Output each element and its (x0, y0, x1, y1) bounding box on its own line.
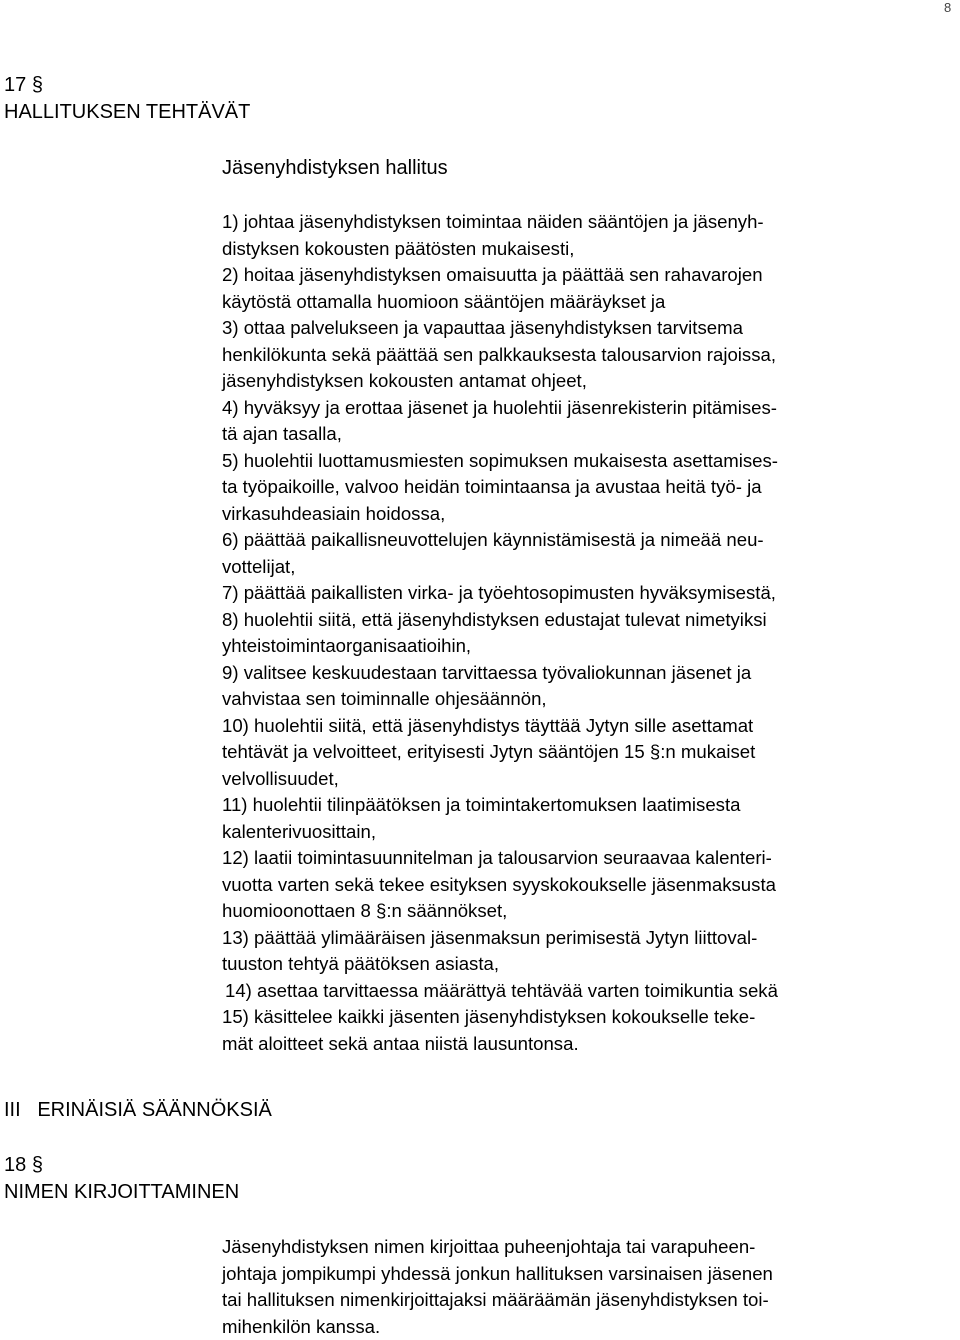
paragraph-line: tai hallituksen nimenkirjoittajaksi määräämän jäsenyhdistyksen toi- (222, 1287, 773, 1314)
list-line: 15) käsittelee kaikki jäsenten jäsenyhdistyksen kokoukselle teke- (222, 1004, 778, 1031)
list-line: 14) asettaa tarvittaessa määrättyä tehtävää varten toimikuntia sekä (222, 978, 778, 1005)
list-line: vuotta varten sekä tekee esityksen syyskokoukselle jäsenmaksusta (222, 872, 778, 899)
subheading-board: Jäsenyhdistyksen hallitus (222, 157, 448, 180)
board-duties-list (222, 209, 778, 1057)
chapter-numeral: III (4, 1099, 21, 1121)
list-line: 9) valitsee keskuudestaan tarvittaessa työvaliokunnan jäsenet ja (222, 660, 778, 687)
list-line: vahvistaa sen toiminnalle ohjesäännön, (222, 686, 778, 713)
list-line: 6) päättää paikallisneuvottelujen käynnistämisestä ja nimeää neu- (222, 527, 778, 554)
list-line: 3) ottaa palvelukseen ja vapauttaa jäsenyhdistyksen tarvitsema (222, 315, 778, 342)
paragraph-line: mihenkilön kanssa. (222, 1314, 773, 1340)
list-line: ta työpaikoille, valvoo heidän toimintaansa ja avustaa heitä työ- ja (222, 474, 778, 501)
section-17-title: HALLITUKSEN TEHTÄVÄT (4, 101, 250, 124)
list-line: huomioonottaen 8 §:n säännökset, (222, 898, 778, 925)
section-18-number: 18 (4, 1154, 26, 1176)
list-line: 13) päättää ylimääräisen jäsenmaksun perimisestä Jytyn liittoval- (222, 925, 778, 952)
section-symbol: § (32, 1154, 43, 1176)
list-line: kalenterivuosittain, (222, 819, 778, 846)
section-17-number: 17 (4, 74, 26, 96)
list-line: 8) huolehtii siitä, että jäsenyhdistyksen edustajat tulevat nimetyiksi (222, 607, 778, 634)
section-18-heading (4, 1154, 43, 1177)
list-line: käytöstä ottamalla huomioon sääntöjen määräykset ja (222, 289, 778, 316)
list-line: tä ajan tasalla, (222, 421, 778, 448)
chapter-heading (4, 1099, 272, 1122)
section-18-title: NIMEN KIRJOITTAMINEN (4, 1181, 239, 1204)
list-line: jäsenyhdistyksen kokousten antamat ohjeet, (222, 368, 778, 395)
list-line: vottelijat, (222, 554, 778, 581)
list-line: mät aloitteet sekä antaa niistä lausuntonsa. (222, 1031, 778, 1058)
list-line: henkilökunta sekä päättää sen palkkauksesta talousarvion rajoissa, (222, 342, 778, 369)
list-line: 4) hyväksyy ja erottaa jäsenet ja huolehtii jäsenrekisterin pitämises- (222, 395, 778, 422)
list-line: 11) huolehtii tilinpäätöksen ja toimintakertomuksen laatimisesta (222, 792, 778, 819)
list-line: 2) hoitaa jäsenyhdistyksen omaisuutta ja päättää sen rahavarojen (222, 262, 778, 289)
section-symbol: § (32, 74, 43, 96)
list-line: tuuston tehtyä päätöksen asiasta, (222, 951, 778, 978)
list-line: velvollisuudet, (222, 766, 778, 793)
list-line: virkasuhdeasiain hoidossa, (222, 501, 778, 528)
list-line: yhteistoimintaorganisaatioihin, (222, 633, 778, 660)
list-line: 1) johtaa jäsenyhdistyksen toimintaa näiden sääntöjen ja jäsenyh- (222, 209, 778, 236)
chapter-title: ERINÄISIÄ SÄÄNNÖKSIÄ (37, 1099, 272, 1121)
page-number: 8 (944, 0, 951, 15)
list-line: 7) päättää paikallisten virka- ja työehtosopimusten hyväksymisestä, (222, 580, 778, 607)
list-line: 12) laatii toimintasuunnitelman ja talousarvion seuraavaa kalenteri- (222, 845, 778, 872)
paragraph-line: Jäsenyhdistyksen nimen kirjoittaa puheenjohtaja tai varapuheen- (222, 1234, 773, 1261)
list-line: tehtävät ja velvoitteet, erityisesti Jytyn sääntöjen 15 §:n mukaiset (222, 739, 778, 766)
signing-paragraph (222, 1234, 773, 1340)
section-17-heading (4, 74, 43, 97)
list-line: 10) huolehtii siitä, että jäsenyhdistys täyttää Jytyn sille asettamat (222, 713, 778, 740)
list-line: 5) huolehtii luottamusmiesten sopimuksen mukaisesta asettamises- (222, 448, 778, 475)
paragraph-line: johtaja jompikumpi yhdessä jonkun hallituksen varsinaisen jäsenen (222, 1261, 773, 1288)
list-line: distyksen kokousten päätösten mukaisesti, (222, 236, 778, 263)
